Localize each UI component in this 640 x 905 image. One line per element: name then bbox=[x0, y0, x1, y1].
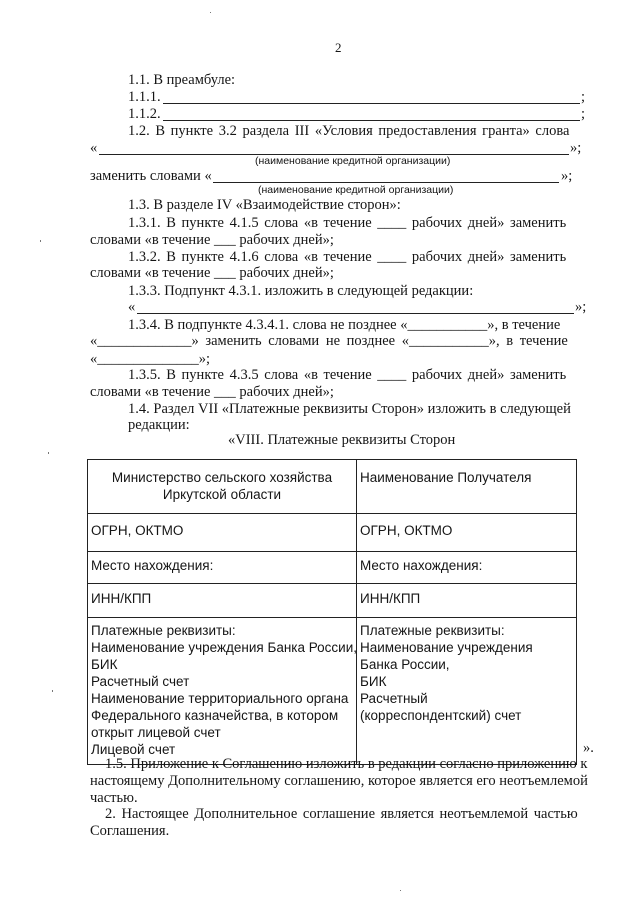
table-cell-recipient bbox=[357, 460, 577, 514]
ministry-region: Иркутской области bbox=[162, 487, 282, 502]
payment-line: Платежные реквизиты: bbox=[360, 623, 505, 638]
clause-1-3-2: 1.3.2. В пункте 4.1.6 слова «в течение ____ рабочих дней» заменить bbox=[128, 249, 567, 265]
ogrn-oktmo-label: ОГРН, ОКТМО bbox=[360, 523, 453, 538]
payment-line: открыт лицевой счет bbox=[91, 725, 221, 740]
quote-open: « bbox=[128, 299, 136, 315]
table-row bbox=[88, 552, 577, 584]
fill-line bbox=[137, 313, 574, 314]
caption-bank-name: (наименование кредитной организации) bbox=[258, 184, 454, 196]
section-title: «VIII. Платежные реквизиты Сторон bbox=[228, 432, 456, 448]
clause-1-1-1: 1.1.1. bbox=[128, 89, 161, 105]
clause-1-3-3: 1.3.3. Подпункт 4.3.1. изложить в следующей редакции: bbox=[128, 283, 474, 299]
payment-line: Лицевой счет bbox=[91, 742, 176, 757]
table-cell bbox=[357, 552, 577, 584]
payment-line: Расчетный счет bbox=[91, 674, 190, 689]
clause-1-4-cont: редакции: bbox=[128, 417, 190, 433]
clause-1-1-2: 1.1.2. bbox=[128, 106, 161, 122]
clause-1-3-4-cont: «_____________» заменить словами не позднее «___________», в течение bbox=[90, 333, 568, 349]
caption-bank-name: (наименование кредитной организации) bbox=[255, 155, 451, 167]
table-cell-payment-right bbox=[357, 618, 577, 765]
quote-close: »; bbox=[570, 140, 582, 156]
clause-2-cont: Соглашения. bbox=[90, 823, 170, 839]
clause-1-3-4: 1.3.4. В подпункте 4.3.4.1. слова не позднее «___________», в течение bbox=[128, 317, 561, 333]
clause-1-5-end: частью. bbox=[90, 790, 138, 806]
table-cell bbox=[88, 514, 357, 552]
inn-kpp-label: ИНН/КПП bbox=[360, 591, 421, 606]
payment-line: Банка России, bbox=[360, 657, 450, 672]
clause-1-1: 1.1. В преамбуле: bbox=[128, 72, 236, 88]
location-label: Место нахождения: bbox=[360, 558, 483, 573]
ogrn-oktmo-label: ОГРН, ОКТМО bbox=[91, 523, 184, 538]
table-row bbox=[88, 514, 577, 552]
payment-line: Наименование учреждения bbox=[360, 640, 533, 655]
payment-line: Расчетный bbox=[360, 691, 428, 706]
clause-1-1-1-end: ; bbox=[581, 89, 586, 105]
quote-close: »; bbox=[561, 168, 573, 184]
scan-mark bbox=[48, 452, 49, 454]
clause-1-3-1: 1.3.1. В пункте 4.1.5 слова «в течение ____ рабочих дней» заменить bbox=[128, 215, 567, 231]
scan-mark bbox=[52, 690, 53, 692]
location-label: Место нахождения: bbox=[91, 558, 214, 573]
table-cell bbox=[88, 584, 357, 618]
quote-close: »; bbox=[575, 299, 587, 315]
clause-1-3-5-cont: словами «в течение ___ рабочих дней»; bbox=[90, 384, 334, 400]
table-close-quote: ». bbox=[583, 740, 594, 756]
payment-line: БИК bbox=[360, 674, 387, 689]
clause-1-3-5: 1.3.5. В пункте 4.3.5 слова «в течение ____ рабочих дней» заменить bbox=[128, 367, 567, 383]
payment-line: Наименование территориального органа bbox=[91, 691, 349, 706]
quote-open: « bbox=[90, 140, 98, 156]
payment-line: Наименование учреждения Банка России, bbox=[91, 640, 357, 655]
clause-1-2: 1.2. В пункте 3.2 раздела III «Условия предоставления гранта» слова bbox=[128, 123, 570, 139]
table-cell bbox=[357, 584, 577, 618]
payment-line: Федерального казначейства, в котором bbox=[91, 708, 339, 723]
scan-mark bbox=[210, 12, 211, 13]
clause-1-3-1-cont: словами «в течение ___ рабочих дней»; bbox=[90, 232, 334, 248]
fill-line bbox=[163, 120, 580, 121]
table-row bbox=[88, 584, 577, 618]
table-cell-ministry bbox=[88, 460, 357, 514]
payment-line: БИК bbox=[91, 657, 118, 672]
table-cell bbox=[88, 552, 357, 584]
clause-2: 2. Настоящее Дополнительное соглашение является неотъемлемой частью bbox=[105, 806, 578, 822]
clause-1-3: 1.3. В разделе IV «Взаимодействие сторон»: bbox=[128, 197, 401, 213]
clause-1-1-2-end: ; bbox=[581, 106, 586, 122]
scan-mark bbox=[40, 240, 41, 242]
recipient-name: Наименование Получателя bbox=[360, 470, 532, 485]
ministry-name: Министерство сельского хозяйства bbox=[111, 470, 333, 485]
fill-line bbox=[163, 103, 580, 104]
clause-1-3-2-cont: словами «в течение ___ рабочих дней»; bbox=[90, 265, 334, 281]
table-row bbox=[88, 460, 577, 514]
clause-1-4: 1.4. Раздел VII «Платежные реквизиты Сторон» изложить в следующей bbox=[128, 401, 571, 417]
clause-1-3-4-end: «______________»; bbox=[90, 351, 211, 367]
table-cell-payment-left bbox=[88, 618, 357, 765]
inn-kpp-label: ИНН/КПП bbox=[91, 591, 152, 606]
table-row bbox=[88, 618, 577, 765]
payment-line: Платежные реквизиты: bbox=[91, 623, 236, 638]
page-number: 2 bbox=[335, 40, 342, 55]
table-cell bbox=[357, 514, 577, 552]
scan-mark bbox=[400, 890, 401, 891]
replace-with-words: заменить словами « bbox=[90, 168, 212, 184]
payment-line: (корреспондентский) счет bbox=[360, 708, 522, 723]
clause-1-5-cont: настоящему Дополнительному соглашению, которое является его неотъемлемой bbox=[90, 773, 588, 789]
clause-1-5: 1.5. Приложение к Соглашению изложить в редакции согласно приложению к bbox=[105, 756, 588, 772]
payment-details-table bbox=[87, 459, 577, 765]
